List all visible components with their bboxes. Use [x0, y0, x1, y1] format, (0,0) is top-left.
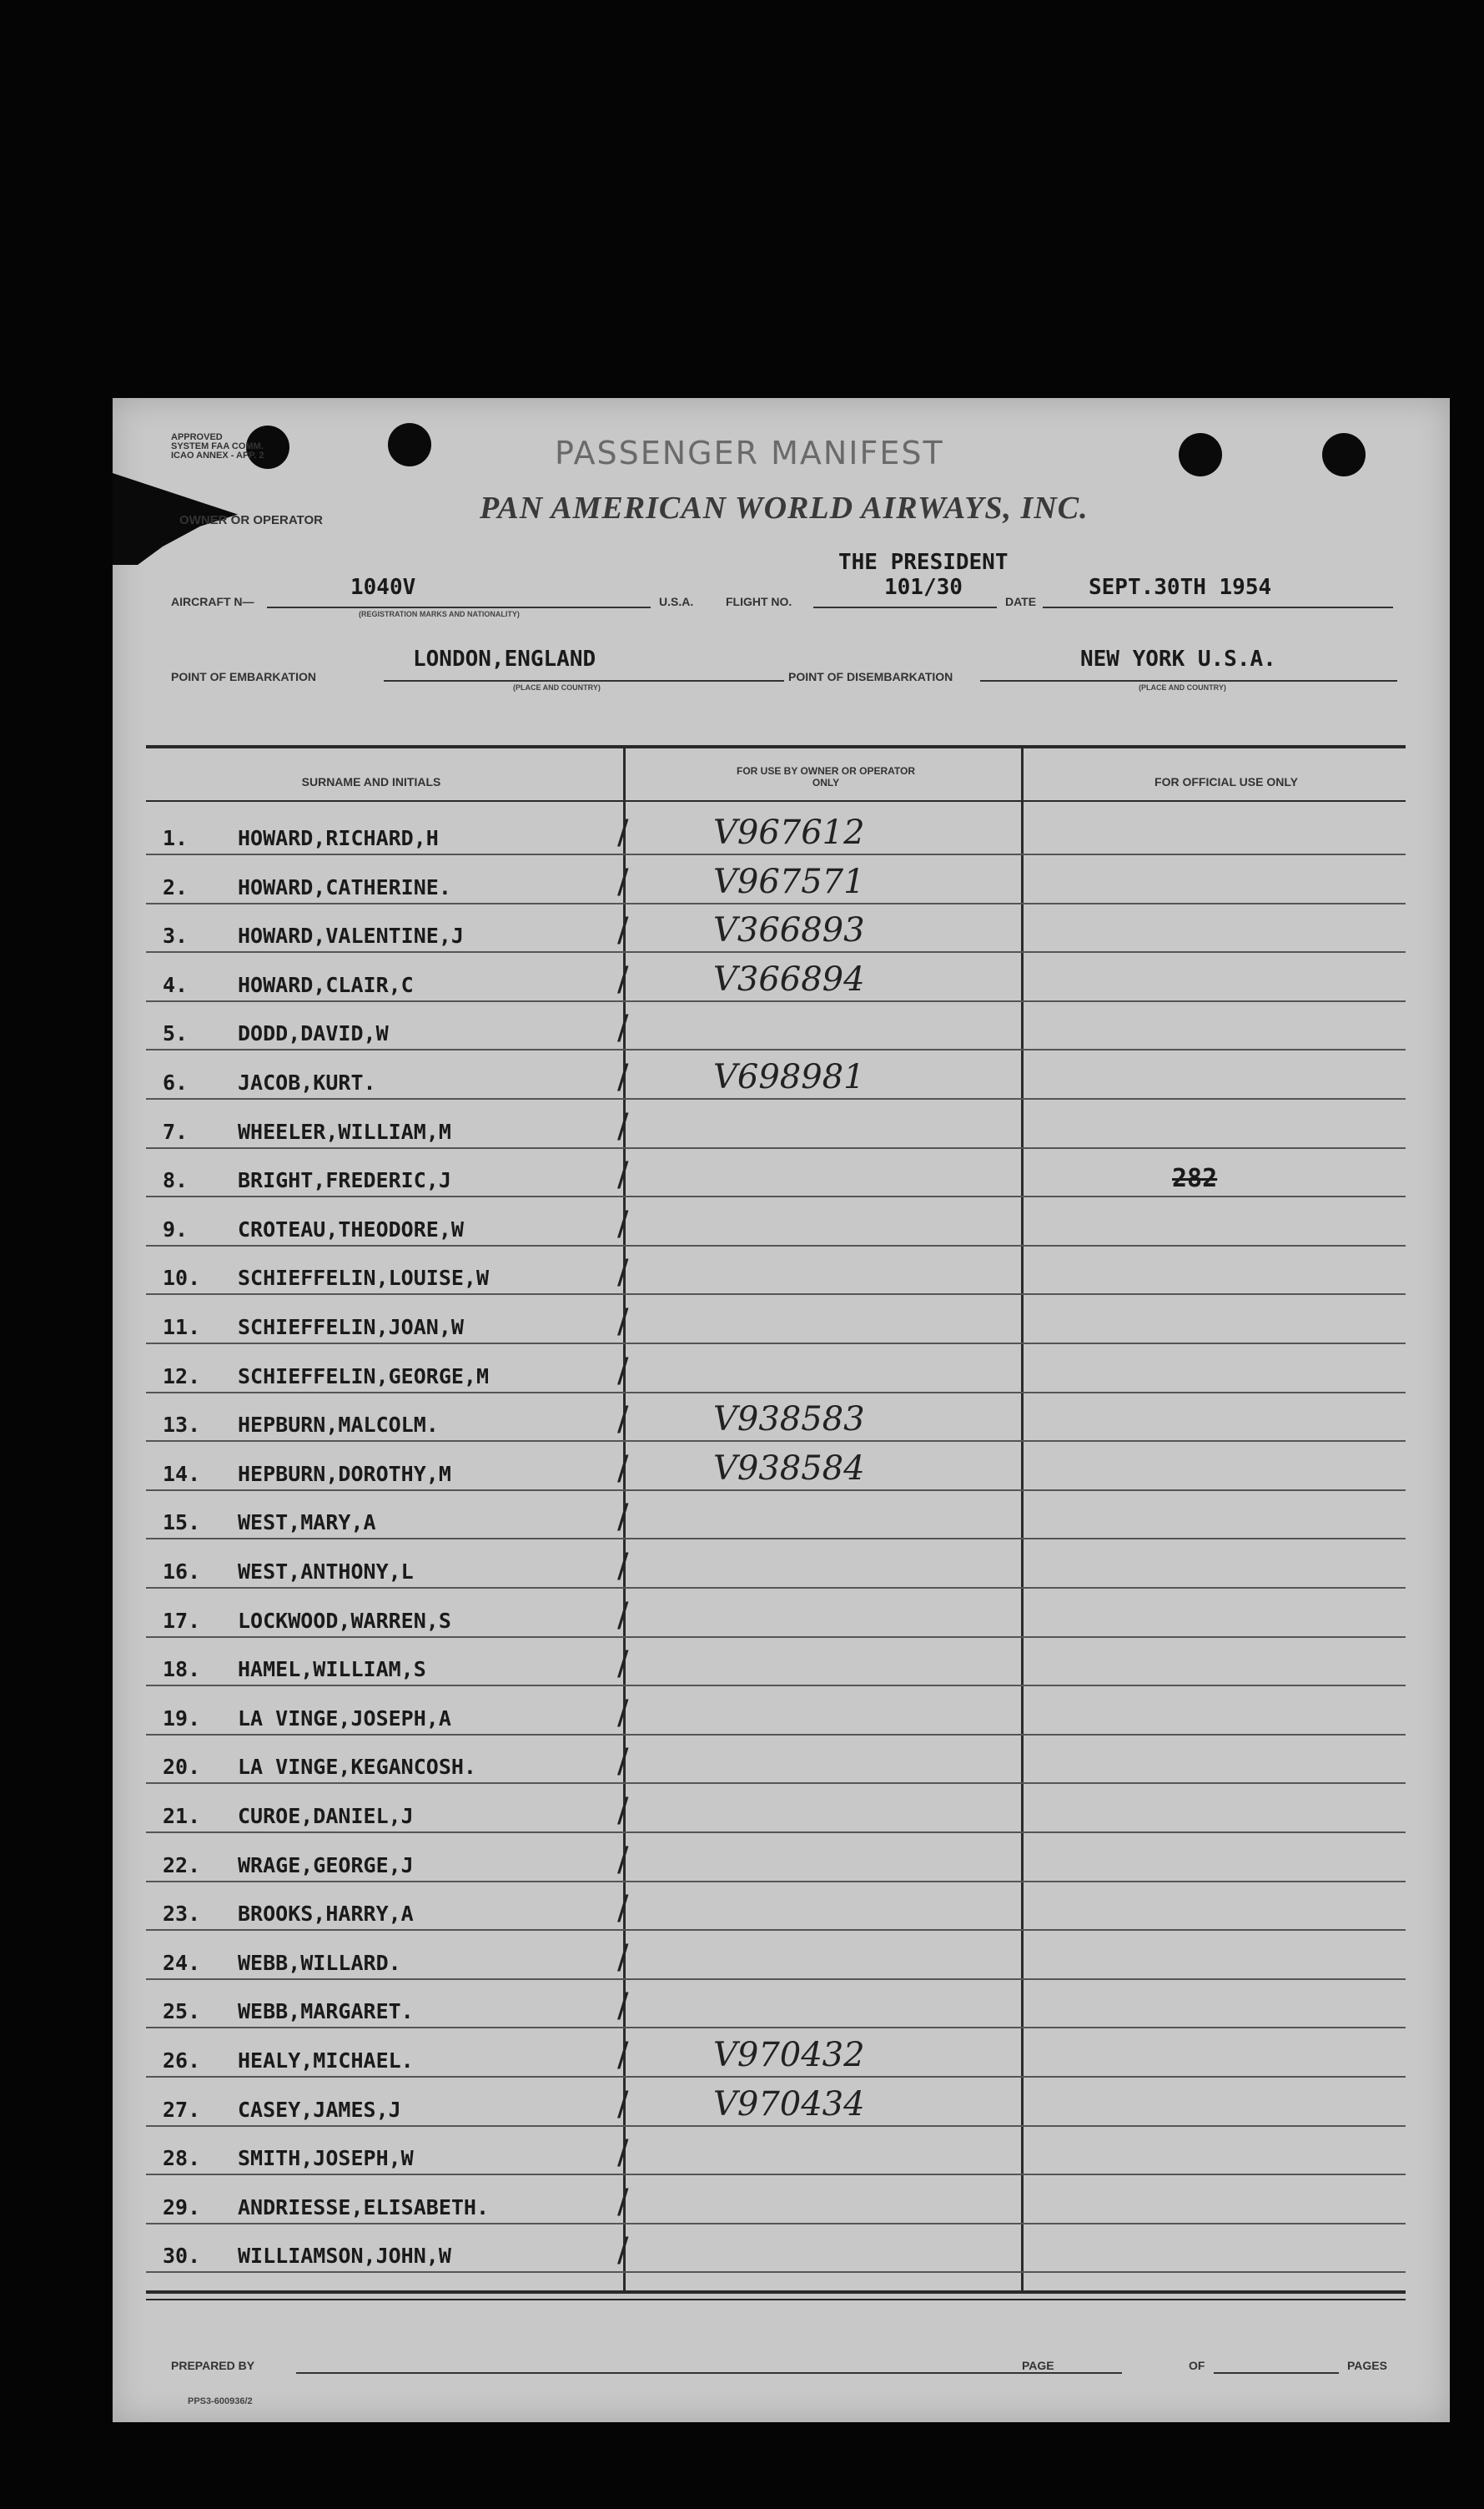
table-bottom-rule-2	[146, 2299, 1406, 2300]
prepared-by-underline	[296, 2372, 1122, 2374]
table-row	[146, 1491, 1406, 1539]
passenger-name: SCHIEFFELIN,LOUISE,W	[238, 1266, 490, 1291]
passenger-number: 14.	[163, 1461, 201, 1486]
check-mark-icon: /	[617, 2182, 629, 2221]
table-row	[146, 1198, 1406, 1247]
passenger-number: 10.	[163, 1266, 201, 1291]
table-row	[146, 2029, 1406, 2078]
passenger-name: SMITH,JOSEPH,W	[238, 2146, 414, 2171]
passenger-name: LOCKWOOD,WARREN,S	[238, 1608, 451, 1633]
date-label: DATE	[1005, 595, 1037, 608]
approval-line: APPROVED	[171, 432, 223, 442]
passenger-number: 15.	[163, 1510, 201, 1535]
passenger-number: 8.	[163, 1168, 189, 1193]
check-mark-icon: /	[617, 814, 629, 852]
table-row	[146, 1247, 1406, 1295]
pages-label: PAGES	[1347, 2359, 1387, 2372]
table-row	[146, 1296, 1406, 1344]
check-mark-icon: /	[617, 960, 629, 999]
passenger-name: BROOKS,HARRY,A	[238, 1902, 414, 1927]
page-title: PASSENGER MANIFEST	[555, 435, 944, 471]
page-label: PAGE	[1022, 2359, 1054, 2372]
passenger-name: JACOB,KURT.	[238, 1071, 376, 1095]
check-mark-icon: /	[617, 1498, 629, 1537]
visa-number: V366893	[713, 911, 865, 950]
aircraft-label: AIRCRAFT N—	[171, 595, 254, 608]
passenger-number: 28.	[163, 2146, 201, 2171]
column-header-official: FOR OFFICIAL USE ONLY	[1155, 775, 1298, 788]
disembarkation-place: NEW YORK U.S.A.	[1080, 647, 1276, 672]
disembarkation-note: (PLACE AND COUNTRY)	[1139, 683, 1226, 692]
disembarkation-underline	[980, 680, 1397, 682]
passenger-name: WEBB,MARGARET.	[238, 1999, 414, 2024]
passenger-number: 1.	[163, 826, 189, 850]
passenger-number: 17.	[163, 1608, 201, 1633]
passenger-name: LA VINGE,JOSEPH,A	[238, 1705, 451, 1731]
check-mark-icon: /	[617, 1889, 629, 1928]
passenger-name: HEPBURN,MALCOLM.	[238, 1413, 439, 1438]
flight-name: THE PRESIDENT	[838, 550, 1009, 575]
table-row	[146, 1785, 1406, 1833]
check-mark-icon: /	[617, 1742, 629, 1781]
passenger-number: 23.	[163, 1902, 201, 1927]
passenger-number: 6.	[163, 1071, 189, 1095]
check-mark-icon: /	[617, 1058, 629, 1096]
check-mark-icon: /	[617, 1253, 629, 1292]
passenger-name: CUROE,DANIEL,J	[238, 1804, 414, 1828]
check-mark-icon: /	[617, 1448, 629, 1488]
passenger-name: HEPBURN,DOROTHY,M	[238, 1461, 451, 1486]
embarkation-place: LONDON,ENGLAND	[413, 647, 596, 672]
table-row	[146, 1443, 1406, 1491]
table-row	[146, 1882, 1406, 1931]
passenger-name: WEBB,WILLARD.	[238, 1950, 401, 1975]
passenger-name: HEALY,MICHAEL.	[238, 2048, 414, 2073]
punch-hole	[388, 423, 431, 466]
passenger-number: 13.	[163, 1413, 201, 1438]
usa-label: U.S.A.	[659, 595, 694, 608]
table-bottom-rule	[146, 2290, 1406, 2294]
aircraft-underline	[267, 607, 651, 608]
table-row	[146, 856, 1406, 904]
table-row	[146, 1540, 1406, 1589]
flight-date: SEPT.30TH 1954	[1089, 575, 1272, 600]
check-mark-icon: /	[617, 1106, 629, 1146]
check-mark-icon: /	[617, 1204, 629, 1243]
owner-label: OWNER OR OPERATOR	[179, 513, 323, 527]
check-mark-icon: /	[617, 1595, 629, 1635]
passenger-name: HOWARD,VALENTINE,J	[238, 924, 464, 949]
check-mark-icon: /	[617, 2134, 629, 2173]
table-row	[146, 1393, 1406, 1442]
check-mark-icon: /	[617, 2084, 629, 2124]
airline-name: PAN AMERICAN WORLD AIRWAYS, INC.	[480, 491, 1089, 526]
punch-hole	[1179, 433, 1222, 476]
check-mark-icon: /	[617, 2231, 629, 2270]
passenger-number: 3.	[163, 924, 189, 949]
table-row	[146, 2127, 1406, 2175]
passenger-number: 19.	[163, 1705, 201, 1731]
passenger-number: 21.	[163, 1804, 201, 1828]
check-mark-icon: /	[617, 1693, 629, 1732]
flight-label: FLIGHT NO.	[726, 595, 792, 608]
passenger-number: 2.	[163, 874, 189, 899]
date-underline	[1043, 607, 1393, 608]
approval-line: SYSTEM FAA COMM.	[171, 441, 264, 451]
flight-number: 101/30	[884, 575, 963, 600]
table-row	[146, 1980, 1406, 2028]
form-number: PPS3-600936/2	[188, 2396, 253, 2406]
flight-underline	[813, 607, 997, 608]
visa-number: V970432	[713, 2036, 865, 2074]
embarkation-underline	[384, 680, 784, 682]
table-row	[146, 1638, 1406, 1686]
embarkation-note: (PLACE AND COUNTRY)	[513, 683, 601, 692]
visa-number: V366894	[713, 960, 865, 999]
table-row	[146, 2078, 1406, 2127]
table-row	[146, 954, 1406, 1002]
check-mark-icon: /	[617, 1937, 629, 1977]
passenger-number: 24.	[163, 1950, 201, 1975]
table-row	[146, 2176, 1406, 2224]
table-row	[146, 904, 1406, 953]
visa-number: V967612	[713, 814, 865, 852]
passenger-number: 30.	[163, 2244, 201, 2269]
approval-stamp	[171, 433, 264, 461]
punch-hole	[1322, 433, 1366, 476]
passenger-name: SCHIEFFELIN,JOAN,W	[238, 1315, 464, 1339]
table-row	[146, 807, 1406, 855]
passenger-name: HOWARD,CLAIR,C	[238, 972, 414, 997]
table-row	[146, 1002, 1406, 1050]
visa-number: V970434	[713, 2084, 865, 2124]
table-top-rule	[146, 745, 1406, 748]
check-mark-icon: /	[617, 1547, 629, 1585]
table-row	[146, 1834, 1406, 1882]
passenger-name: CROTEAU,THEODORE,W	[238, 1217, 464, 1242]
passenger-number: 18.	[163, 1657, 201, 1682]
passenger-number: 27.	[163, 2097, 201, 2122]
check-mark-icon: /	[617, 1840, 629, 1879]
passenger-name: HOWARD,RICHARD,H	[238, 826, 439, 850]
passenger-name: HAMEL,WILLIAM,S	[238, 1657, 426, 1682]
disembarkation-label: POINT OF DISEMBARKATION	[788, 670, 953, 683]
check-mark-icon: /	[617, 1400, 629, 1439]
passenger-name: LA VINGE,KEGANCOSH.	[238, 1755, 476, 1780]
header-rule	[146, 800, 1406, 802]
passenger-name: WHEELER,WILLIAM,M	[238, 1119, 451, 1144]
check-mark-icon: /	[617, 1302, 629, 1341]
check-mark-icon: /	[617, 1009, 629, 1048]
table-row	[146, 1101, 1406, 1149]
row-rule	[146, 2271, 1406, 2273]
prepared-by-label: PREPARED BY	[171, 2359, 255, 2372]
passenger-name: CASEY,JAMES,J	[238, 2097, 401, 2122]
of-underline	[1214, 2372, 1339, 2374]
passenger-number: 29.	[163, 2194, 201, 2219]
check-mark-icon: /	[617, 1645, 629, 1684]
passenger-number: 22.	[163, 1852, 201, 1877]
check-mark-icon: /	[617, 911, 629, 950]
passenger-number: 7.	[163, 1119, 189, 1144]
check-mark-icon: /	[617, 1791, 629, 1830]
passenger-number: 9.	[163, 1217, 189, 1242]
column-header-owner: FOR USE BY OWNER OR OPERATOR ONLY	[736, 765, 916, 788]
passenger-number: 20.	[163, 1755, 201, 1780]
visa-number: V938584	[713, 1448, 865, 1488]
official-entry: 282	[1172, 1164, 1218, 1193]
passenger-number: 4.	[163, 972, 189, 997]
of-label: OF	[1189, 2359, 1205, 2372]
visa-number: V698981	[713, 1058, 865, 1096]
table-row	[146, 1687, 1406, 1736]
passenger-number: 25.	[163, 1999, 201, 2024]
passenger-name: SCHIEFFELIN,GEORGE,M	[238, 1363, 490, 1388]
passenger-number: 16.	[163, 1559, 201, 1584]
passenger-number: 5.	[163, 1021, 189, 1046]
check-mark-icon: /	[617, 1987, 629, 2026]
check-mark-icon: /	[617, 862, 629, 901]
table-row	[146, 1590, 1406, 1638]
aircraft-number: 1040V	[350, 575, 416, 600]
table-row	[146, 1345, 1406, 1393]
passenger-name: DODD,DAVID,W	[238, 1021, 389, 1046]
approval-line: ICAO ANNEX - APP. 2	[171, 451, 264, 461]
visa-number: V938583	[713, 1400, 865, 1439]
check-mark-icon: /	[617, 1351, 629, 1390]
check-mark-icon: /	[617, 2036, 629, 2074]
column-header-surname: SURNAME AND INITIALS	[301, 775, 441, 788]
table-row	[146, 1051, 1406, 1100]
passenger-number: 12.	[163, 1363, 201, 1388]
passenger-number: 26.	[163, 2048, 201, 2073]
table-row	[146, 2224, 1406, 2273]
manifest-page	[113, 398, 1450, 2422]
passenger-name: WEST,MARY,A	[238, 1510, 376, 1535]
passenger-name: WILLIAMSON,JOHN,W	[238, 2244, 451, 2269]
visa-number: V967571	[713, 862, 865, 901]
table-row	[146, 1932, 1406, 1980]
embarkation-label: POINT OF EMBARKATION	[171, 670, 316, 683]
passenger-name: ANDRIESSE,ELISABETH.	[238, 2194, 490, 2219]
table-row	[146, 1736, 1406, 1784]
passenger-name: HOWARD,CATHERINE.	[238, 874, 451, 899]
passenger-number: 11.	[163, 1315, 201, 1339]
registration-note: (REGISTRATION MARKS AND NATIONALITY)	[359, 610, 520, 618]
passenger-name: BRIGHT,FREDERIC,J	[238, 1168, 451, 1193]
check-mark-icon: /	[617, 1156, 629, 1195]
passenger-name: WRAGE,GEORGE,J	[238, 1852, 414, 1877]
passenger-name: WEST,ANTHONY,L	[238, 1559, 414, 1584]
